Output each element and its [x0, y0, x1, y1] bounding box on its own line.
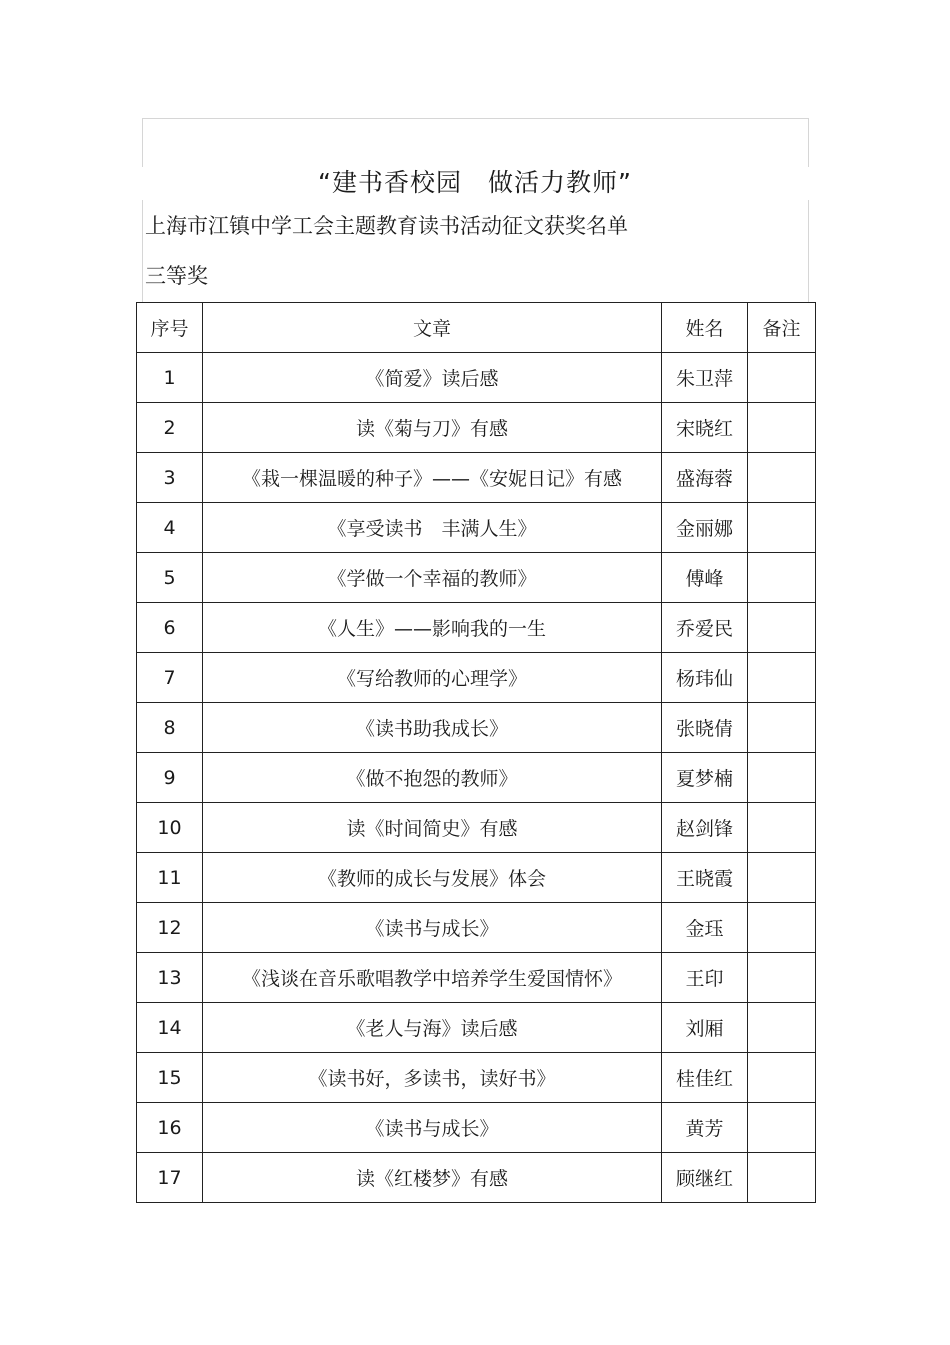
- cell-note: [748, 353, 816, 403]
- cell-name: 金珏: [662, 903, 748, 953]
- cell-article: 读《红楼梦》有感: [203, 1153, 662, 1203]
- table-row: [137, 553, 816, 603]
- cell-number: 5: [137, 553, 203, 603]
- cell-article: 《教师的成长与发展》体会: [203, 853, 662, 903]
- table-row: [137, 703, 816, 753]
- cell-number: 1: [137, 353, 203, 403]
- cell-name: 王晓霞: [662, 853, 748, 903]
- document-title: “建书香校园 做活力教师”: [318, 168, 632, 197]
- cell-note: [748, 403, 816, 453]
- cell-number: 2: [137, 403, 203, 453]
- table-row: [137, 1003, 816, 1053]
- cell-note: [748, 703, 816, 753]
- cell-number: 14: [137, 1003, 203, 1053]
- award-table: [136, 302, 816, 1203]
- cell-article: 读《时间简史》有感: [203, 803, 662, 853]
- cell-number: 16: [137, 1103, 203, 1153]
- cell-note: [748, 953, 816, 1003]
- cell-number: 10: [137, 803, 203, 853]
- cell-name: 傅峰: [662, 553, 748, 603]
- cell-name: 金丽娜: [662, 503, 748, 553]
- cell-number: 3: [137, 453, 203, 503]
- table-row: [137, 853, 816, 903]
- cell-note: [748, 1003, 816, 1053]
- cell-number: 7: [137, 653, 203, 703]
- cell-name: 张晓倩: [662, 703, 748, 753]
- cell-note: [748, 653, 816, 703]
- cell-number: 4: [137, 503, 203, 553]
- header-name: 姓名: [662, 303, 748, 353]
- cell-note: [748, 1153, 816, 1203]
- document-subtitle: 上海市江镇中学工会主题教育读书活动征文获奖名单: [145, 214, 628, 238]
- table-row: [137, 503, 816, 553]
- cell-number: 9: [137, 753, 203, 803]
- table-row: [137, 1153, 816, 1203]
- cell-note: [748, 1053, 816, 1103]
- cell-number: 8: [137, 703, 203, 753]
- table-row: [137, 753, 816, 803]
- cell-article: 《简爱》读后感: [203, 353, 662, 403]
- header-note: 备注: [748, 303, 816, 353]
- cell-article: 《做不抱怨的教师》: [203, 753, 662, 803]
- cell-number: 13: [137, 953, 203, 1003]
- cell-article: 《人生》——影响我的一生: [203, 603, 662, 653]
- cell-article: 《读书与成长》: [203, 1103, 662, 1153]
- cell-article: 《读书助我成长》: [203, 703, 662, 753]
- table-row: [137, 953, 816, 1003]
- cell-note: [748, 603, 816, 653]
- cell-note: [748, 1103, 816, 1153]
- cell-article: 《老人与海》读后感: [203, 1003, 662, 1053]
- cell-number: 11: [137, 853, 203, 903]
- table-row: [137, 1053, 816, 1103]
- table-row: [137, 1103, 816, 1153]
- cell-article: 《读书好，多读书，读好书》: [203, 1053, 662, 1103]
- cell-number: 12: [137, 903, 203, 953]
- cell-note: [748, 753, 816, 803]
- cell-article: 《浅谈在音乐歌唱教学中培养学生爱国情怀》: [203, 953, 662, 1003]
- table-header-row: [137, 303, 816, 353]
- table-row: [137, 653, 816, 703]
- cell-article: 《学做一个幸福的教师》: [203, 553, 662, 603]
- cell-note: [748, 453, 816, 503]
- cell-name: 桂佳红: [662, 1053, 748, 1103]
- cell-name: 夏梦楠: [662, 753, 748, 803]
- header-article: 文章: [203, 303, 662, 353]
- cell-name: 顾继红: [662, 1153, 748, 1203]
- document-frame-top: [142, 118, 809, 167]
- cell-note: [748, 853, 816, 903]
- table-row: [137, 453, 816, 503]
- cell-name: 杨玮仙: [662, 653, 748, 703]
- cell-note: [748, 803, 816, 853]
- table-row: [137, 353, 816, 403]
- cell-article: 《享受读书 丰满人生》: [203, 503, 662, 553]
- cell-name: 黄芳: [662, 1103, 748, 1153]
- cell-article: 《写给教师的心理学》: [203, 653, 662, 703]
- cell-number: 17: [137, 1153, 203, 1203]
- table-row: [137, 603, 816, 653]
- cell-name: 朱卫萍: [662, 353, 748, 403]
- cell-article: 读《菊与刀》有感: [203, 403, 662, 453]
- header-number: 序号: [137, 303, 203, 353]
- cell-number: 6: [137, 603, 203, 653]
- cell-name: 盛海蓉: [662, 453, 748, 503]
- cell-name: 赵剑锋: [662, 803, 748, 853]
- cell-note: [748, 503, 816, 553]
- cell-number: 15: [137, 1053, 203, 1103]
- table-body: [137, 353, 816, 1203]
- cell-article: 《栽一棵温暖的种子》——《安妮日记》有感: [203, 453, 662, 503]
- cell-note: [748, 553, 816, 603]
- cell-name: 王印: [662, 953, 748, 1003]
- table-row: [137, 803, 816, 853]
- table-row: [137, 403, 816, 453]
- cell-name: 宋晓红: [662, 403, 748, 453]
- cell-name: 乔爱民: [662, 603, 748, 653]
- award-level: 三等奖: [145, 264, 208, 288]
- table-row: [137, 903, 816, 953]
- cell-note: [748, 903, 816, 953]
- cell-name: 刘厢: [662, 1003, 748, 1053]
- cell-article: 《读书与成长》: [203, 903, 662, 953]
